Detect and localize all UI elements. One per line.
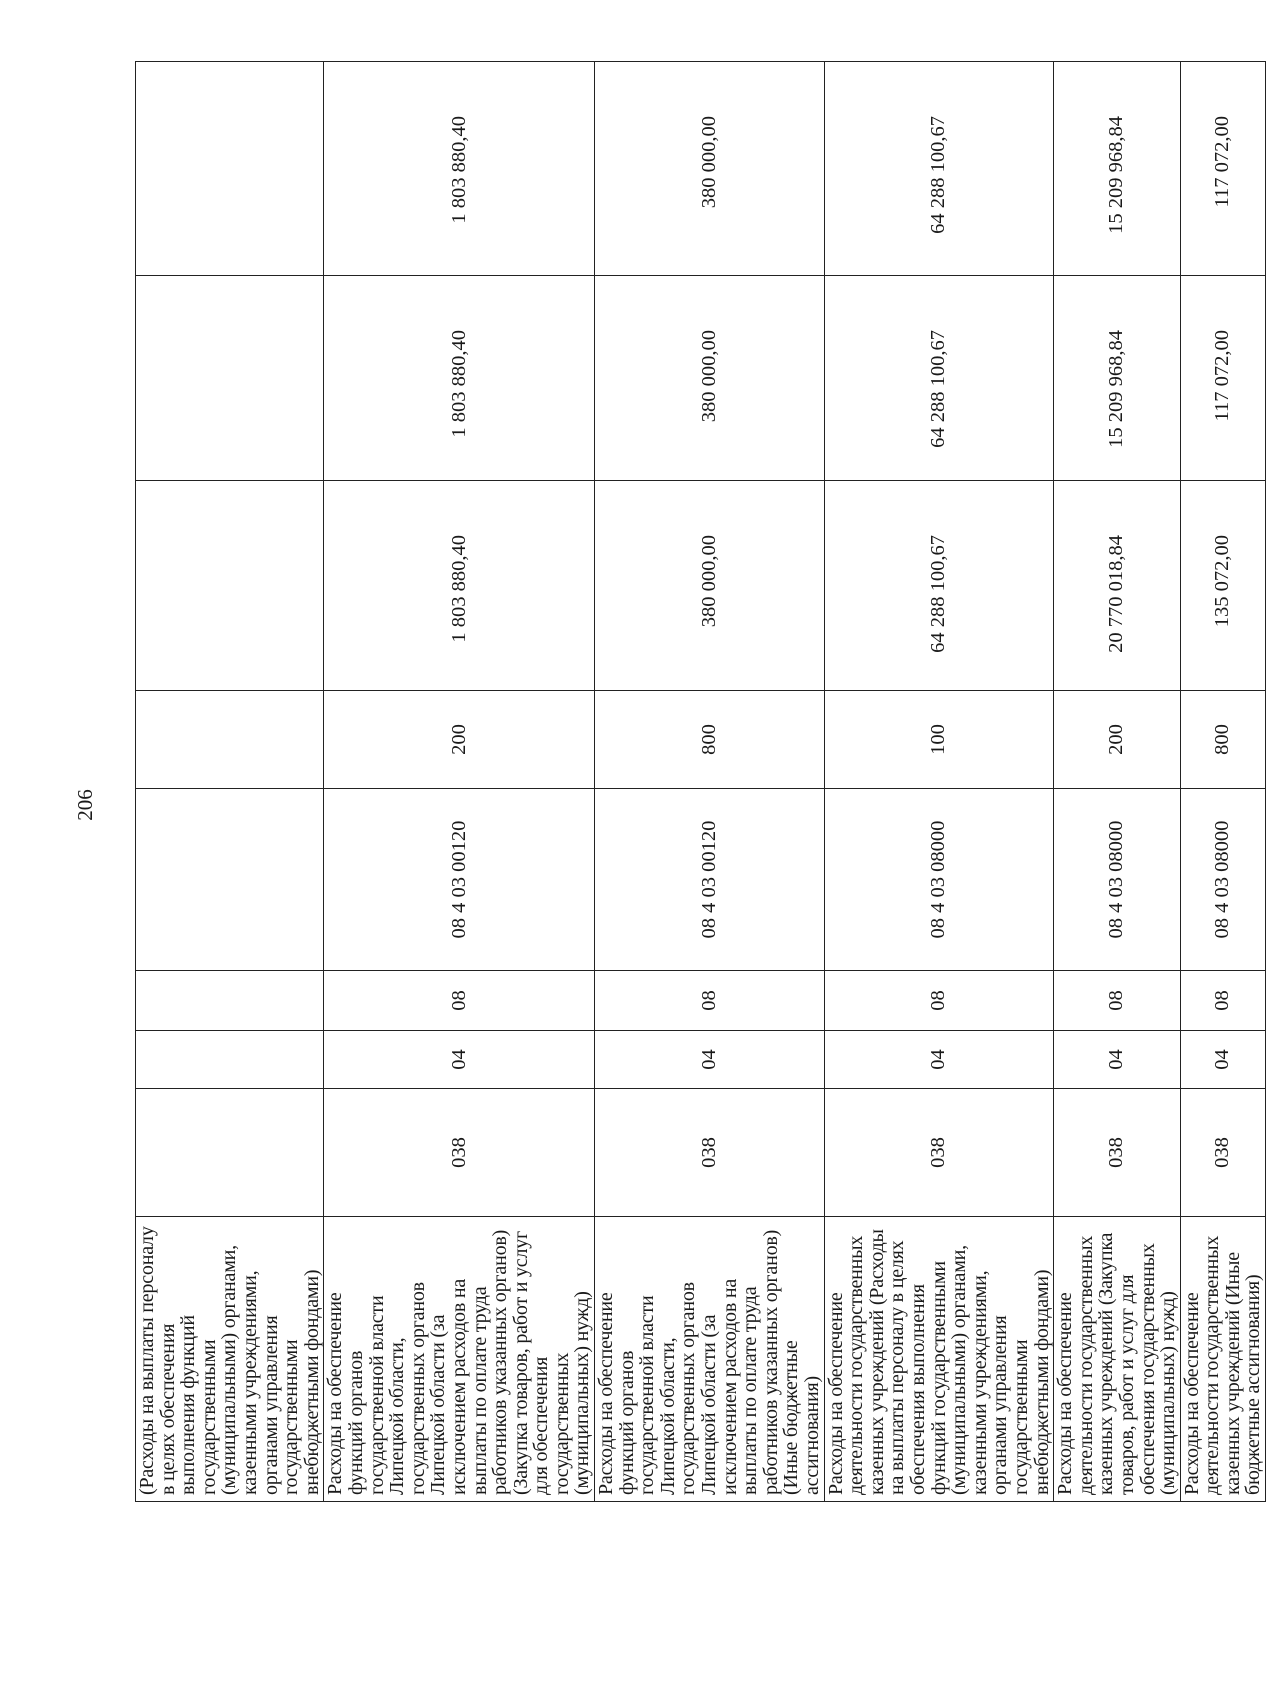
- section-code: 04: [1054, 1031, 1181, 1089]
- amount-year-3: [136, 62, 324, 276]
- subsection-code: 08: [1054, 971, 1181, 1031]
- row-description: Расходы на обеспечение деятельности государственных казенных учреждений (Закупка товаров, работ и услуг для обеспечения государственных (муниципальных) нужд): [1054, 1217, 1181, 1502]
- target-article-code: [136, 789, 324, 971]
- row-description: Расходы на обеспечение деятельности государственных казенных учреждений (Иные бюджетные ассигнования): [1180, 1217, 1265, 1502]
- section-code: [136, 1031, 324, 1089]
- amount-year-2: [136, 276, 324, 481]
- table-row: [1054, 62, 1181, 1502]
- amount-year-3: 117 072,00: [1180, 62, 1265, 276]
- ministry-code: 038: [1054, 1089, 1181, 1217]
- amount-year-1: 135 072,00: [1180, 481, 1265, 691]
- expense-type-code: 200: [324, 691, 595, 789]
- amount-year-1: [136, 481, 324, 691]
- target-article-code: 08 4 03 00120: [324, 789, 595, 971]
- ministry-code: 038: [824, 1089, 1054, 1217]
- amount-year-2: 64 288 100,67: [824, 276, 1054, 481]
- table-row: [136, 62, 324, 1502]
- table-row: [824, 62, 1054, 1502]
- expense-type-code: [136, 691, 324, 789]
- row-description: Расходы на обеспечение деятельности государственных казенных учреждений (Расходы на выплаты персоналу в целях обеспечения выполнения функций государственными (муниципальными) органами, казенными учреждениями, органами управления государственными внебюджетными фондами): [824, 1217, 1054, 1502]
- target-article-code: 08 4 03 08000: [824, 789, 1054, 971]
- row-description: (Расходы на выплаты персоналу в целях обеспечения выполнения функций государственными (муниципальными) органами, казенными учреждениями, органами управления государственными внебюджетными фондами): [136, 1217, 324, 1502]
- row-description: Расходы на обеспечение функций органов государственной власти Липецкой области, государственных органов Липецкой области (за исключением расходов на выплаты по оплате труда работников указанных органов) (Закупка товаров, работ и услуг для обеспечения государственных (муниципальных) нужд): [324, 1217, 595, 1502]
- expense-type-code: 800: [595, 691, 825, 789]
- amount-year-3: 1 803 880,40: [324, 62, 595, 276]
- table-row: [595, 62, 825, 1502]
- page-number: 206: [73, 789, 97, 821]
- ministry-code: 038: [1180, 1089, 1265, 1217]
- section-code: 04: [1180, 1031, 1265, 1089]
- amount-year-2: 15 209 968,84: [1054, 276, 1181, 481]
- amount-year-3: 15 209 968,84: [1054, 62, 1181, 276]
- table-row: [1180, 62, 1265, 1502]
- budget-table: [135, 61, 1266, 1502]
- section-code: 04: [324, 1031, 595, 1089]
- row-description: Расходы на обеспечение функций органов государственной власти Липецкой области, государственных органов Липецкой области (за исключением расходов на выплаты по оплате труда работников указанных органов) (Иные бюджетные ассигнования): [595, 1217, 825, 1502]
- amount-year-2: 117 072,00: [1180, 276, 1265, 481]
- amount-year-2: 380 000,00: [595, 276, 825, 481]
- table-row: [324, 62, 595, 1502]
- section-code: 04: [595, 1031, 825, 1089]
- target-article-code: 08 4 03 08000: [1054, 789, 1181, 971]
- ministry-code: 038: [595, 1089, 825, 1217]
- subsection-code: 08: [324, 971, 595, 1031]
- subsection-code: 08: [824, 971, 1054, 1031]
- subsection-code: [136, 971, 324, 1031]
- amount-year-3: 64 288 100,67: [824, 62, 1054, 276]
- expense-type-code: 200: [1054, 691, 1181, 789]
- budget-table-rotated: [135, 62, 1265, 1502]
- subsection-code: 08: [595, 971, 825, 1031]
- expense-type-code: 800: [1180, 691, 1265, 789]
- amount-year-1: 64 288 100,67: [824, 481, 1054, 691]
- amount-year-1: 380 000,00: [595, 481, 825, 691]
- amount-year-1: 1 803 880,40: [324, 481, 595, 691]
- subsection-code: 08: [1180, 971, 1265, 1031]
- ministry-code: [136, 1089, 324, 1217]
- amount-year-1: 20 770 018,84: [1054, 481, 1181, 691]
- amount-year-2: 1 803 880,40: [324, 276, 595, 481]
- target-article-code: 08 4 03 08000: [1180, 789, 1265, 971]
- ministry-code: 038: [324, 1089, 595, 1217]
- expense-type-code: 100: [824, 691, 1054, 789]
- amount-year-3: 380 000,00: [595, 62, 825, 276]
- section-code: 04: [824, 1031, 1054, 1089]
- target-article-code: 08 4 03 00120: [595, 789, 825, 971]
